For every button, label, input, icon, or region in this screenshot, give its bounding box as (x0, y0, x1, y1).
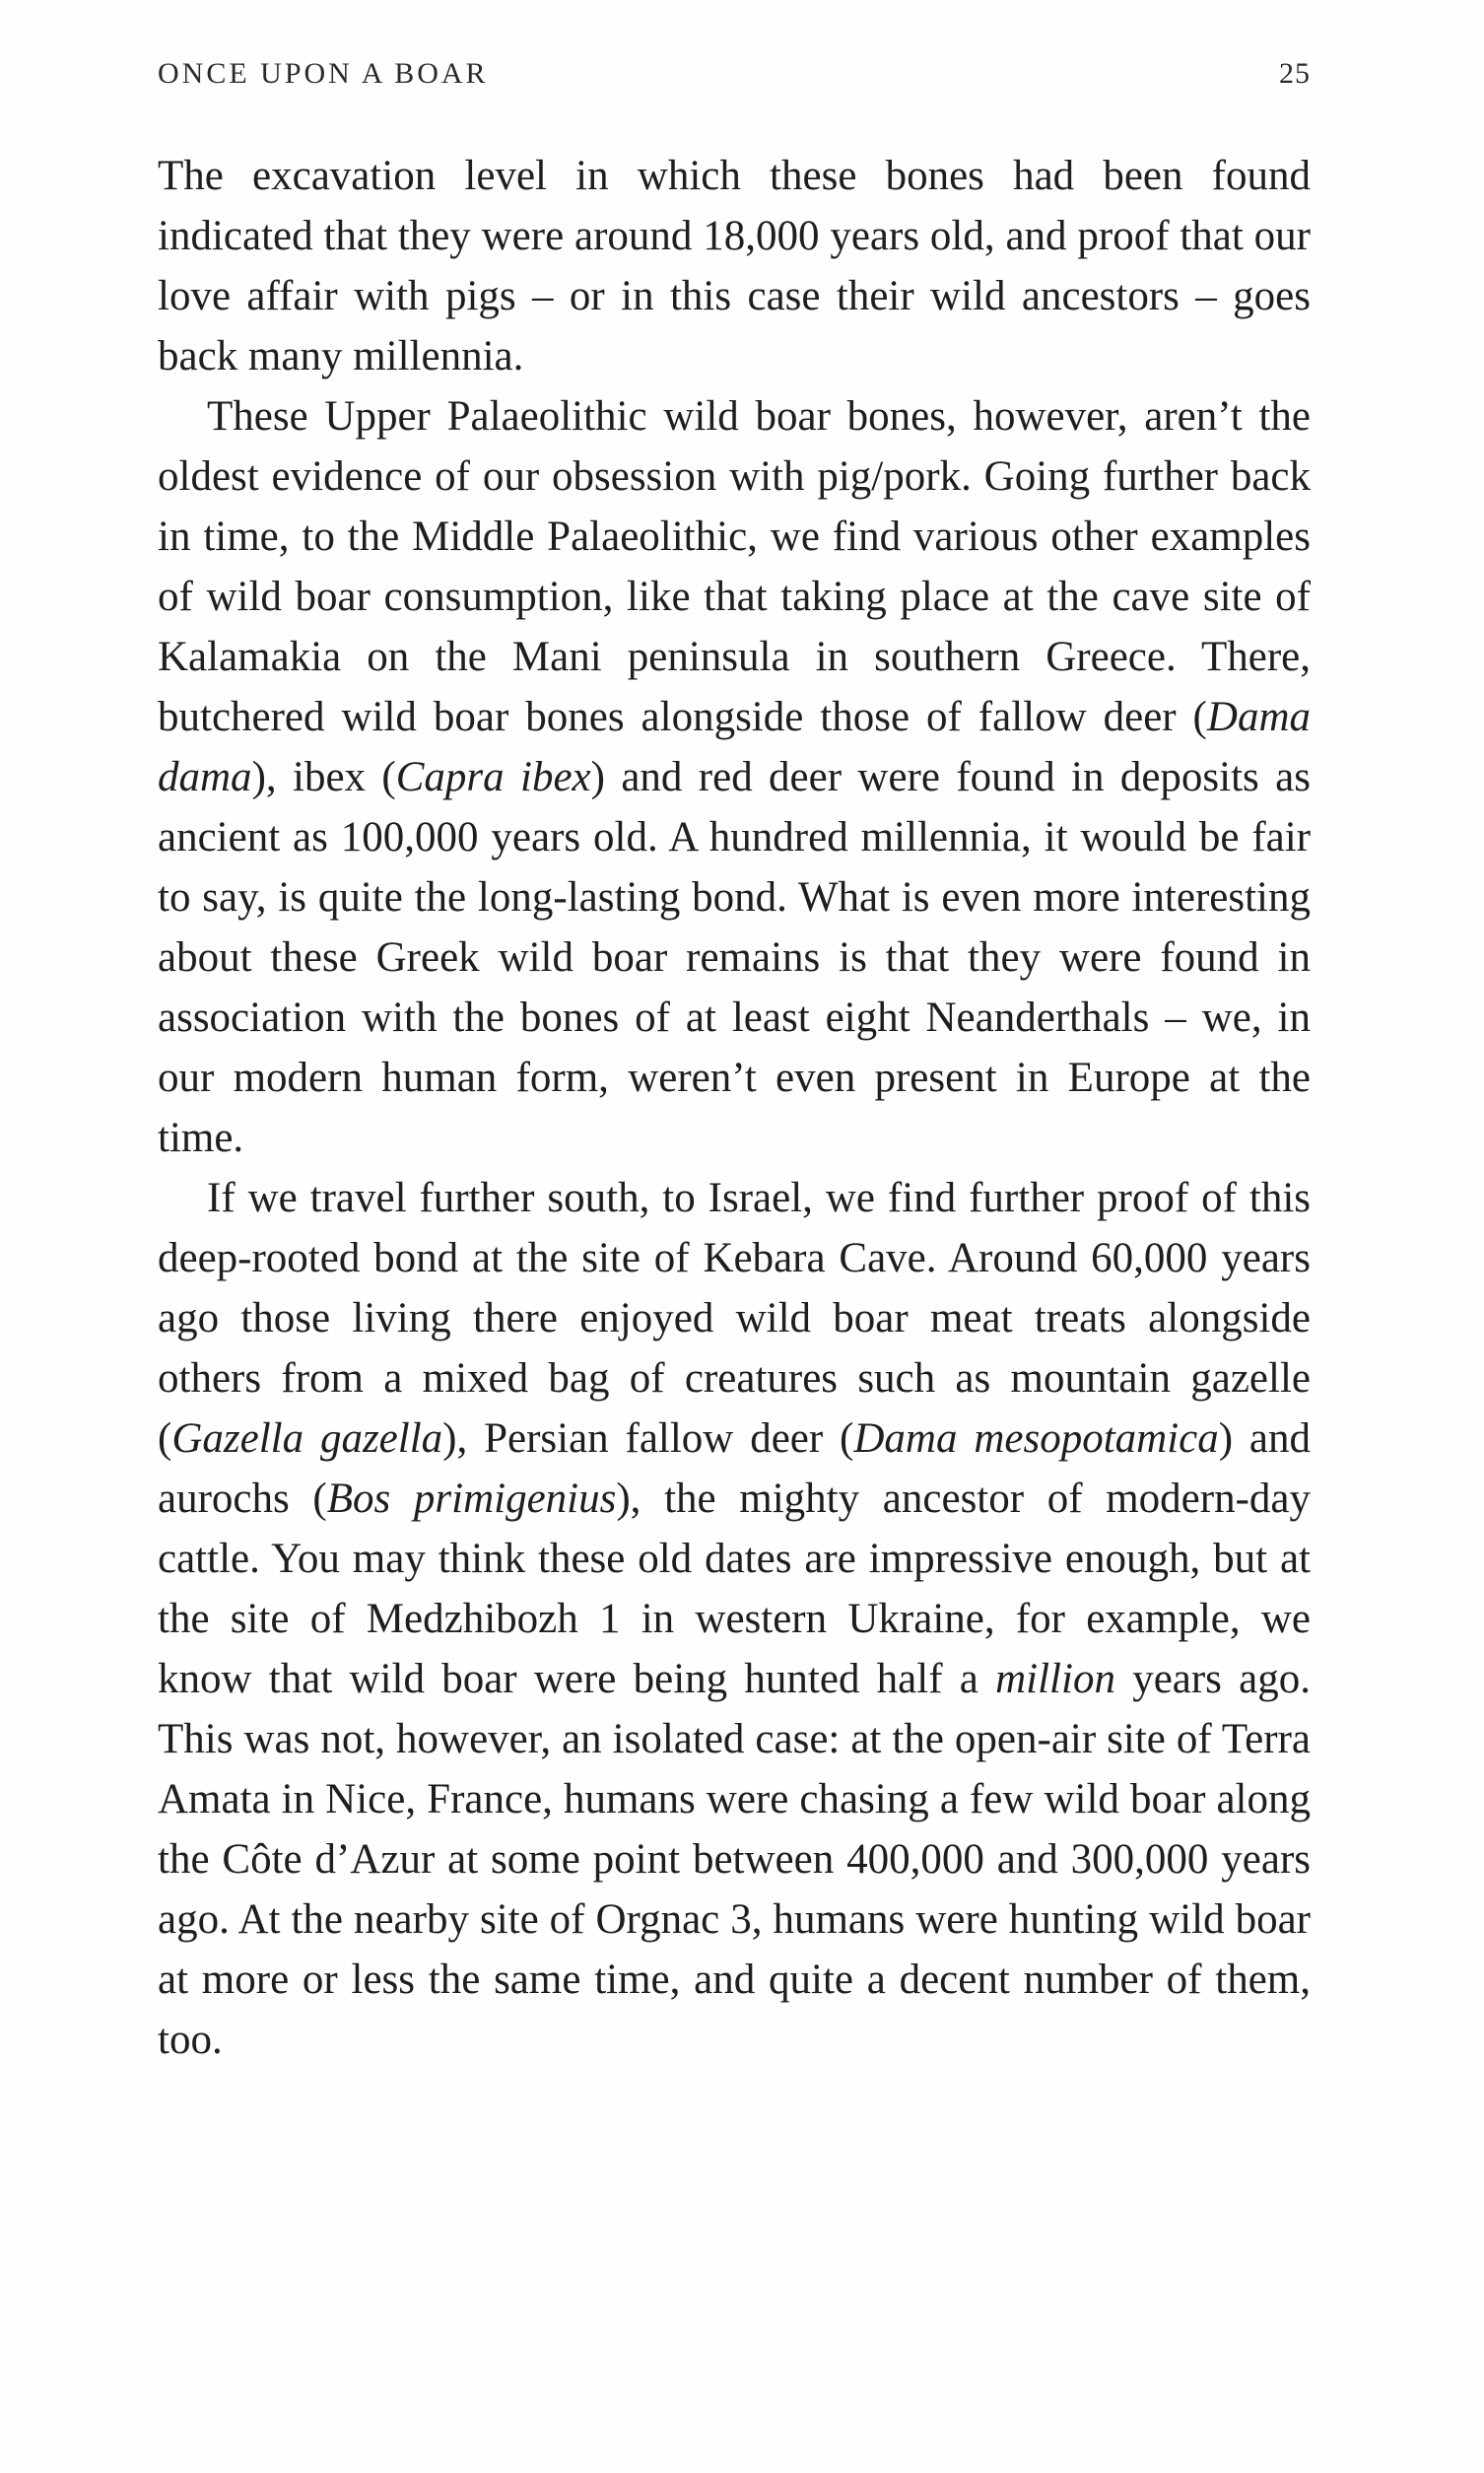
italic-term: Dama mesopotamica (853, 1415, 1219, 1462)
text-run: The excavation level in which these bones had been found indicated that they were around 18,000 years old, and proof that our love affair with pigs – or in this case their wild ancestors – goes back many millennia. (158, 153, 1311, 379)
text-run: ) and red deer were found in deposits as ancient as 100,000 years old. A hundred millennia, it would be fair to say, is quite the long-lasting bond. What is even more interesting about these Greek wild boar remains is that they were found in association with the bones of at least eight Neanderthals – we, in our modern human form, weren’t even present in Europe at the time. (158, 754, 1311, 1161)
body-text (158, 146, 1311, 2070)
italic-term: Dama dama (158, 694, 1311, 800)
page-number: 25 (1279, 57, 1311, 90)
running-head (158, 57, 1311, 97)
running-title: ONCE UPON A BOAR (158, 57, 489, 90)
text-run: If we travel further south, to Israel, we find further proof of this deep-rooted bond at the site of Kebara Cave. Around 60,000 years ago those living there enjoyed wild boar meat treats alongside others from a mixed bag of creatures such as mountain gazelle ( (158, 1175, 1311, 1462)
italic-term: Capra ibex (395, 754, 591, 800)
italic-term: Gazella gazella (171, 1415, 443, 1462)
text-run: ), ibex ( (251, 754, 396, 800)
italic-term: Bos primigenius (326, 1476, 617, 1522)
paragraph (158, 1168, 1311, 2070)
italic-term: million (995, 1656, 1115, 1702)
text-run: ), Persian fallow deer ( (442, 1415, 854, 1462)
text-run: years ago. This was not, however, an isolated case: at the open-air site of Terra Amata in Nice, France, humans were chasing a few wild boar along the Côte d’Azur at some point between 400,000 and 300,000 years ago. At the nearby site of Orgnac 3, humans were hunting wild boar at more or less the same time, and quite a decent number of them, too. (158, 1656, 1311, 2063)
text-run: ), the mighty ancestor of modern-day cattle. You may think these old dates are impressive enough, but at the site of Medzhibozh 1 in western Ukraine, for example, we know that wild boar were being hunted half a (158, 1476, 1311, 1702)
text-run: These Upper Palaeolithic wild boar bones, however, aren’t the oldest evidence of our obsession with pig/pork. Going further back in time, to the Middle Palaeolithic, we find various other examples of wild boar consumption, like that taking place at the cave site of Kalamakia on the Mani peninsula in southern Greece. There, butchered wild boar bones alongside those of fallow deer ( (158, 393, 1311, 740)
paragraph (158, 386, 1311, 1168)
text-run: ) and aurochs ( (158, 1415, 1312, 1522)
paragraph (158, 146, 1311, 386)
